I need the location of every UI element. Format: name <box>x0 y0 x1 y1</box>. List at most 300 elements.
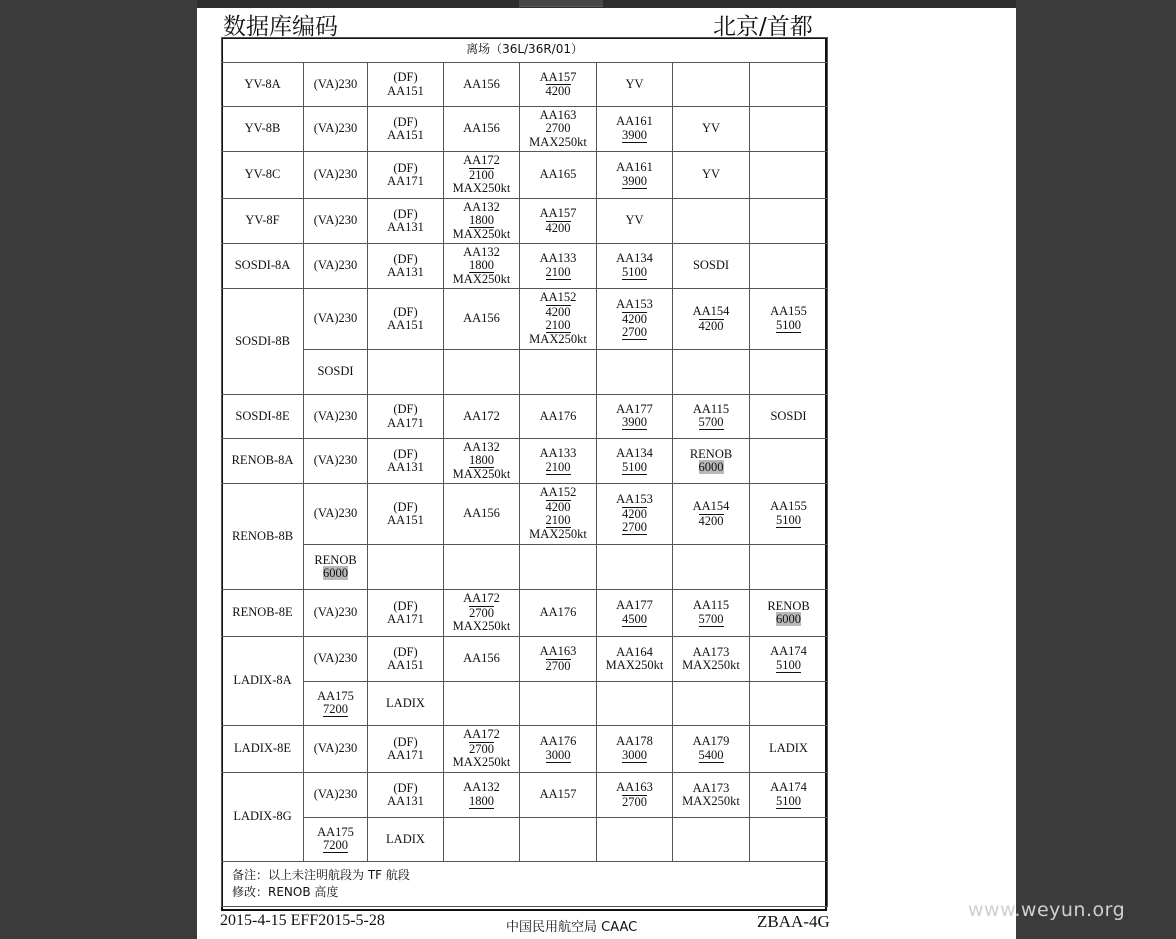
cell-line <box>520 71 596 85</box>
waypoint-cell <box>444 395 520 439</box>
cell-line <box>368 795 443 809</box>
waypoint-cell <box>597 773 673 818</box>
waypoint-text: MAX250kt <box>452 619 511 634</box>
cell-line <box>444 620 519 634</box>
cell-line <box>750 500 827 514</box>
waypoint-cell <box>444 818 520 862</box>
waypoint-cell <box>597 395 673 439</box>
cell-line <box>520 319 596 333</box>
cell-line <box>750 319 827 333</box>
waypoint-text: (VA)230 <box>313 167 358 182</box>
cell-line <box>750 742 827 756</box>
cell-line <box>597 326 672 340</box>
waypoint-cell <box>750 289 828 350</box>
waypoint-cell <box>673 107 750 152</box>
procedure-name-cell: RENOB-8A <box>222 439 304 484</box>
waypoint-cell <box>673 726 750 773</box>
waypoint-text: (VA)230 <box>313 651 358 666</box>
table-row <box>222 289 828 350</box>
waypoint-text: (VA)230 <box>313 213 358 228</box>
waypoint-cell <box>368 107 444 152</box>
waypoint-cell <box>444 439 520 484</box>
cell-line <box>520 528 596 542</box>
viewer-background-right <box>1016 0 1176 939</box>
departure-table-frame <box>221 37 827 911</box>
cell-line <box>520 447 596 461</box>
cell-line <box>673 500 749 514</box>
table-title: 离场（36L/36R/01） <box>222 38 828 63</box>
waypoint-text: AA172 <box>463 727 500 742</box>
waypoint-text: AA174 <box>770 644 807 659</box>
cell-line <box>444 507 519 521</box>
cell-line <box>444 441 519 455</box>
waypoint-text: (VA)230 <box>313 76 358 91</box>
waypoint-text: (DF) <box>393 70 418 84</box>
waypoint-cell <box>597 545 673 590</box>
min-altitude: 5100 <box>776 317 802 332</box>
cell-line <box>520 461 596 475</box>
cell-line <box>597 646 672 660</box>
max-altitude: 4200 <box>545 84 571 98</box>
waypoint-cell <box>597 244 673 289</box>
cell-line <box>520 486 596 500</box>
waypoint-text: (VA)230 <box>313 453 358 468</box>
cell-line <box>368 514 443 528</box>
highlighted-altitude: 6000 <box>698 460 724 474</box>
waypoint-cell <box>597 289 673 350</box>
waypoint-cell <box>673 484 750 545</box>
procedure-name-cell: LADIX-8G <box>222 773 304 862</box>
waypoint-cell <box>304 350 368 395</box>
min-altitude: 7200 <box>323 838 348 853</box>
waypoint-cell <box>673 439 750 484</box>
waypoint-text: AA157 <box>539 206 577 220</box>
waypoint-cell <box>750 773 828 818</box>
cell-line <box>520 207 596 221</box>
waypoint-text: AA177 <box>616 598 653 613</box>
waypoint-text: (DF) <box>393 206 418 221</box>
waypoint-cell <box>673 682 750 726</box>
cell-line <box>368 71 443 85</box>
waypoint-cell <box>750 726 828 773</box>
waypoint-text: MAX250kt <box>605 658 664 672</box>
waypoint-text: AA156 <box>463 311 500 326</box>
waypoint-text: AA171 <box>387 174 424 188</box>
cell-line <box>597 298 672 312</box>
waypoint-text: (VA)230 <box>313 741 358 756</box>
cell-line <box>520 305 596 320</box>
waypoint-cell <box>750 199 828 244</box>
cell-line <box>673 514 749 529</box>
cell-line <box>750 645 827 659</box>
waypoint-text: AA163 <box>539 107 577 122</box>
issuer: 中国民用航空局 CAAC <box>506 920 638 935</box>
waypoint-text: AA161 <box>616 160 653 175</box>
table-row <box>222 726 828 773</box>
waypoint-cell <box>304 289 368 350</box>
waypoint-text: AA153 <box>616 492 653 506</box>
waypoint-cell <box>520 545 597 590</box>
highlighted-altitude: 6000 <box>323 566 348 580</box>
waypoint-cell <box>444 484 520 545</box>
min-altitude: 5100 <box>776 793 802 808</box>
waypoint-text: MAX250kt <box>452 227 511 241</box>
waypoint-text: (VA)230 <box>313 506 358 521</box>
waypoint-text: AA165 <box>539 167 577 182</box>
viewer-tab[interactable] <box>519 0 603 7</box>
table-row <box>222 199 828 244</box>
waypoint-cell <box>520 637 597 682</box>
waypoint-text: AA161 <box>616 114 653 129</box>
cell-line <box>597 735 672 749</box>
table-row <box>222 818 828 862</box>
cell-line <box>673 599 749 613</box>
waypoint-cell <box>304 637 368 682</box>
waypoint-text: AA132 <box>463 780 500 795</box>
airport-heading: 北京/首都 <box>713 14 813 40</box>
max-altitude: 2700 <box>622 794 647 809</box>
table-row <box>222 545 828 590</box>
waypoint-text: AA179 <box>692 734 730 749</box>
cell-line <box>597 129 672 143</box>
waypoint-text: MAX250kt <box>529 527 587 542</box>
table-row <box>222 395 828 439</box>
cell-line <box>520 252 596 266</box>
waypoint-cell <box>520 350 597 395</box>
cell-line <box>673 403 749 417</box>
waypoint-text: AA155 <box>770 304 807 319</box>
waypoint-cell <box>750 152 828 199</box>
waypoint-text: AA176 <box>539 734 577 749</box>
waypoint-text: MAX250kt <box>682 658 740 672</box>
procedure-name-cell: SOSDI-8B <box>222 289 304 395</box>
cell-line <box>368 85 443 99</box>
waypoint-text: (DF) <box>393 251 418 266</box>
cell-line <box>520 168 596 182</box>
cell-line <box>304 259 367 273</box>
waypoint-cell <box>304 818 368 862</box>
max-altitude: 4200 <box>545 220 571 235</box>
waypoint-cell <box>304 199 368 244</box>
waypoint-text: AA134 <box>616 251 653 266</box>
min-altitude: 3900 <box>622 127 647 142</box>
waypoint-text: (VA)230 <box>313 787 358 802</box>
waypoint-text: LADIX <box>769 741 808 756</box>
waypoint-cell <box>597 350 673 395</box>
waypoint-cell <box>304 152 368 199</box>
cell-line <box>304 567 367 581</box>
min-altitude: 5100 <box>622 264 647 279</box>
cell-line <box>520 735 596 749</box>
cell-line <box>597 749 672 763</box>
waypoint-cell <box>597 107 673 152</box>
min-altitude: 1800 <box>469 453 494 467</box>
procedure-name-cell: YV-8B <box>222 107 304 152</box>
cell-line <box>444 201 519 215</box>
cell-line <box>750 305 827 319</box>
note-line: 备注：以上未注明航段为 TF 航段 <box>232 868 410 882</box>
cell-line <box>444 592 519 606</box>
waypoint-text: (DF) <box>393 446 418 461</box>
waypoint-text: YV <box>701 121 721 136</box>
waypoint-cell <box>673 289 750 350</box>
cell-line <box>304 507 367 521</box>
min-altitude: 4500 <box>622 611 647 626</box>
cell-line <box>368 697 443 711</box>
waypoint-text: YV <box>625 76 644 91</box>
waypoint-cell <box>520 63 597 107</box>
cell-line <box>597 507 672 522</box>
cell-line <box>520 606 596 620</box>
cell-line <box>750 659 827 673</box>
waypoint-text: (VA)230 <box>313 311 358 326</box>
cell-line <box>368 501 443 515</box>
waypoint-cell <box>304 244 368 289</box>
waypoint-cell <box>368 545 444 590</box>
cell-line <box>520 749 596 763</box>
table-row <box>222 244 828 289</box>
waypoint-text: AA151 <box>387 513 424 527</box>
cell-line <box>597 521 672 535</box>
waypoint-cell <box>368 63 444 107</box>
waypoint-cell <box>673 152 750 199</box>
waypoint-text: YV <box>625 213 644 228</box>
table-row <box>222 637 828 682</box>
cell-line <box>368 749 443 763</box>
waypoint-cell <box>444 107 520 152</box>
cell-line <box>304 122 367 136</box>
cell-line <box>673 305 749 319</box>
waypoint-cell <box>673 590 750 637</box>
waypoint-cell <box>444 289 520 350</box>
waypoint-cell <box>368 682 444 726</box>
min-altitude: 1800 <box>469 258 494 272</box>
max-altitude: 4200 <box>698 318 724 333</box>
cell-line <box>673 448 749 462</box>
min-altitude: 2700 <box>622 520 647 534</box>
min-altitude: 2100 <box>545 459 571 474</box>
cell-line <box>368 461 443 475</box>
cell-line <box>368 659 443 673</box>
cell-line <box>520 84 596 99</box>
cell-line <box>304 78 367 92</box>
cell-line <box>750 410 827 424</box>
waypoint-text: MAX250kt <box>529 332 587 347</box>
min-altitude: 5700 <box>698 611 724 626</box>
table-row <box>222 682 828 726</box>
cell-line <box>597 447 672 461</box>
cell-line <box>304 690 367 704</box>
cell-line <box>304 742 367 756</box>
cell-line <box>597 266 672 280</box>
waypoint-text: (VA)230 <box>313 605 358 620</box>
waypoint-cell <box>750 682 828 726</box>
waypoint-text: AA131 <box>387 220 424 234</box>
cell-line <box>368 646 443 660</box>
cell-line <box>444 168 519 183</box>
waypoint-cell <box>673 199 750 244</box>
cell-line <box>750 613 827 627</box>
waypoint-text: MAX250kt <box>452 755 511 770</box>
waypoint-cell <box>673 545 750 590</box>
cell-line <box>597 214 672 228</box>
waypoint-cell <box>673 244 750 289</box>
cell-line <box>673 613 749 627</box>
waypoint-cell <box>750 439 828 484</box>
waypoint-text: AA172 <box>463 153 500 168</box>
waypoint-text: MAX250kt <box>682 794 740 808</box>
procedure-name-cell: YV-8A <box>222 63 304 107</box>
cell-line <box>673 782 749 796</box>
waypoint-text: AA157 <box>539 69 577 84</box>
waypoint-cell <box>444 152 520 199</box>
waypoint-cell <box>368 637 444 682</box>
waypoint-text: (DF) <box>393 402 418 416</box>
cell-line <box>673 416 749 430</box>
waypoint-text: AA132 <box>463 439 500 454</box>
waypoint-cell <box>304 395 368 439</box>
cell-line <box>673 795 749 809</box>
waypoint-text: AA175 <box>317 688 354 703</box>
waypoint-text: AA131 <box>387 794 424 808</box>
max-altitude: 2700 <box>469 741 494 756</box>
cell-line <box>597 461 672 475</box>
cell-line <box>673 259 749 273</box>
waypoint-cell <box>304 107 368 152</box>
min-altitude: 3900 <box>622 173 647 188</box>
cell-line <box>368 600 443 614</box>
waypoint-cell <box>444 590 520 637</box>
table-row <box>222 350 828 395</box>
cell-line <box>444 742 519 757</box>
waypoint-cell <box>597 818 673 862</box>
cell-line <box>597 312 672 327</box>
waypoint-cell <box>368 773 444 818</box>
waypoint-cell <box>520 818 597 862</box>
min-altitude: 1800 <box>469 793 494 808</box>
waypoint-cell <box>750 637 828 682</box>
waypoint-text: AA163 <box>616 780 653 794</box>
waypoint-cell <box>368 244 444 289</box>
cell-line <box>520 109 596 123</box>
table-row <box>222 152 828 199</box>
cell-line <box>520 410 596 424</box>
min-altitude: 5100 <box>776 512 802 527</box>
min-altitude: 2100 <box>545 513 571 528</box>
cell-line <box>444 468 519 482</box>
waypoint-text: AA153 <box>616 297 653 311</box>
waypoint-text: AA134 <box>616 446 653 461</box>
cell-line <box>444 728 519 742</box>
cell-line <box>444 652 519 666</box>
cell-line <box>444 246 519 260</box>
cell-line <box>444 756 519 770</box>
waypoint-text: AA178 <box>616 734 653 749</box>
cell-line <box>368 221 443 235</box>
waypoint-cell <box>597 152 673 199</box>
waypoint-cell <box>597 682 673 726</box>
waypoint-text: AA131 <box>387 265 424 279</box>
waypoint-text: AA154 <box>692 304 730 318</box>
waypoint-text: MAX250kt <box>452 467 511 481</box>
cell-line <box>368 208 443 222</box>
waypoint-cell <box>597 199 673 244</box>
procedure-name-cell: YV-8C <box>222 152 304 199</box>
notes-cell <box>222 862 828 907</box>
procedure-name-cell: LADIX-8E <box>222 726 304 773</box>
table-row <box>222 107 828 152</box>
cell-line <box>368 319 443 333</box>
procedure-name-cell: LADIX-8A <box>222 637 304 726</box>
cell-line <box>368 306 443 320</box>
waypoint-cell <box>750 545 828 590</box>
max-altitude: 2700 <box>469 605 494 620</box>
cell-line <box>368 253 443 267</box>
waypoint-text: AA172 <box>463 408 500 423</box>
waypoint-cell <box>750 590 828 637</box>
waypoint-text: AA173 <box>692 780 730 795</box>
waypoint-text: (DF) <box>393 734 418 749</box>
min-altitude: 3900 <box>622 415 647 430</box>
waypoint-cell <box>520 152 597 199</box>
procedure-name-cell: YV-8F <box>222 199 304 244</box>
waypoint-cell <box>750 818 828 862</box>
waypoint-cell <box>368 350 444 395</box>
waypoint-cell <box>750 395 828 439</box>
waypoint-cell <box>368 484 444 545</box>
waypoint-text: AA151 <box>387 83 424 98</box>
procedure-name-cell: RENOB-8E <box>222 590 304 637</box>
cell-line <box>750 781 827 795</box>
waypoint-text: AA171 <box>387 748 424 762</box>
waypoint-cell <box>750 350 828 395</box>
waypoint-text: AA133 <box>539 446 577 461</box>
waypoint-text: (DF) <box>393 304 418 319</box>
waypoint-cell <box>520 726 597 773</box>
cell-line <box>304 652 367 666</box>
waypoint-text: (VA)230 <box>313 258 358 273</box>
cell-line <box>444 781 519 795</box>
waypoint-text: AA156 <box>463 651 500 666</box>
table-row <box>222 63 828 107</box>
waypoint-cell <box>597 63 673 107</box>
waypoint-text: AA115 <box>692 598 730 613</box>
cell-line <box>597 599 672 613</box>
waypoint-text: RENOB <box>314 552 357 567</box>
waypoint-text: AA172 <box>463 591 500 606</box>
cell-line <box>368 736 443 750</box>
cell-line <box>444 312 519 326</box>
waypoint-text: AA175 <box>317 824 354 839</box>
waypoint-cell <box>444 63 520 107</box>
waypoint-text: AA152 <box>539 290 577 305</box>
waypoint-cell <box>673 395 750 439</box>
cell-line <box>304 788 367 802</box>
waypoint-cell <box>520 773 597 818</box>
waypoint-cell <box>520 682 597 726</box>
cell-line <box>444 273 519 287</box>
waypoint-text: LADIX <box>386 831 425 846</box>
min-altitude: 3000 <box>622 747 647 762</box>
note-line: 修改：RENOB 高度 <box>232 885 339 899</box>
waypoint-text: AA152 <box>539 485 577 500</box>
waypoint-cell <box>368 152 444 199</box>
cell-line <box>368 448 443 462</box>
waypoint-cell <box>520 244 597 289</box>
cell-line <box>750 795 827 809</box>
cell-line <box>673 319 749 334</box>
waypoint-text: MAX250kt <box>452 181 511 196</box>
